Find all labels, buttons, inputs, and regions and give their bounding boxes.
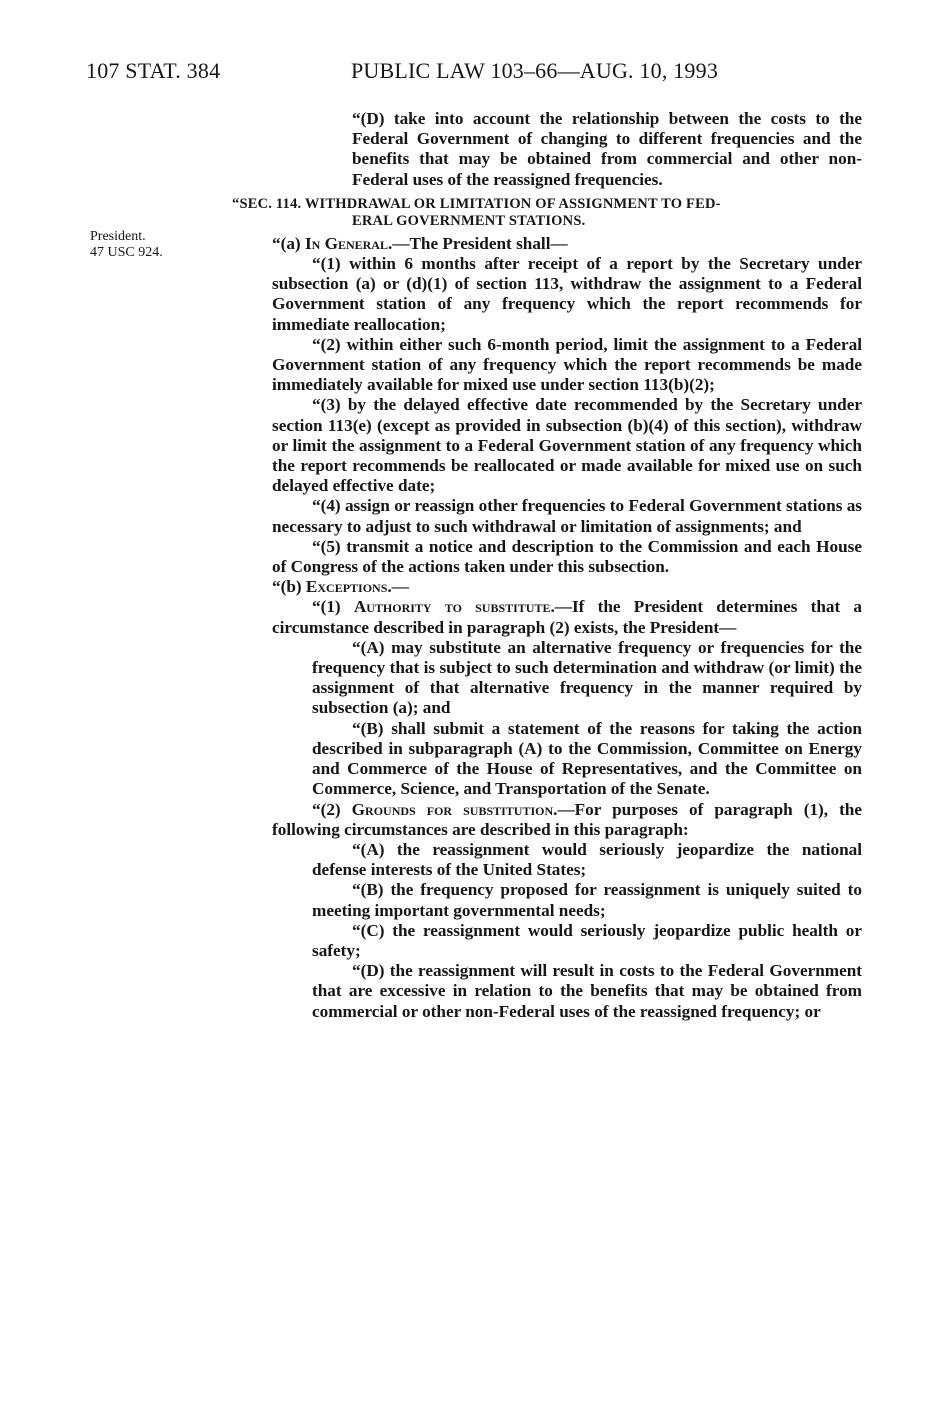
subparagraph-b1B: “(B) shall submit a statement of the reasons for taking the action described in subparagraph (A) to the Commission, Committee on Energy and Commerce of the House of Representatives, and the Committee on Commerce, Science, and Transportation of the Senate. <box>312 718 862 799</box>
paragraph-b1-lead: “(1) <box>312 597 354 617</box>
stat-reference: 107 STAT. 384 <box>86 58 221 83</box>
section-heading <box>232 196 862 230</box>
subparagraph-b2B: “(B) the frequency proposed for reassignment is uniquely suited to meeting important governmental needs; <box>312 880 862 920</box>
paragraph-b2 <box>232 800 862 840</box>
margin-note-president: President. <box>90 229 146 244</box>
paragraph-a4: “(4) assign or reassign other frequencies to Federal Government stations as necessary to adjust to such withdrawal or limitation of assignments; and <box>272 496 862 536</box>
subparagraph-b2D: “(D) the reassignment will result in costs to the Federal Government that are excessive in relation to the benefits that may be obtained from commercial or other non-Federal uses of the reassigned frequency; or <box>312 961 862 1021</box>
paragraph-a5: “(5) transmit a notice and description to the Commission and each House of Congress of the actions taken under this subsection. <box>272 536 862 577</box>
subsection-a <box>232 234 862 254</box>
paragraph-b2-heading: Grounds for substitution <box>351 799 554 819</box>
paragraph-b1-heading: Authority to substitute <box>353 597 551 617</box>
subsection-b-heading: Exceptions <box>305 577 388 597</box>
paragraph-b2-lead: “(2) <box>312 799 352 819</box>
subsection-b-lead: “(b) <box>272 577 306 597</box>
subparagraph-b2A: “(A) the reassignment would seriously jeopardize the national defense interests of the United States; <box>312 839 862 880</box>
paragraph-b1 <box>232 597 862 637</box>
margin-note-usc: 47 USC 924. <box>90 245 163 260</box>
section-heading-line1: “SEC. 114. WITHDRAWAL OR LIMITATION OF ASSIGNMENT TO FED- <box>232 195 721 212</box>
paragraph-a1: “(1) within 6 months after receipt of a report by the Secretary under subsection (a) or (d)(1) of section 113, withdraw the assignment to a Federal Government station of any frequency which the report recommends for immediate reallocation; <box>272 254 862 334</box>
paragraph-d: “(D) take into account the relationship between the costs to the Federal Government of changing to different frequencies and the benefits that may be obtained from commercial and other non-Federal uses of the reassigned frequencies. <box>352 109 862 189</box>
subsection-a-rest: .—The President shall— <box>387 233 568 253</box>
section-heading-line2: ERAL GOVERNMENT STATIONS. <box>352 212 586 229</box>
subparagraph-b1A: “(A) may substitute an alternative frequency or frequencies for the frequency that is subject to such determination and withdraw (or limit) the assignment of that alternative frequency in the manner required by subsection (a); and <box>312 637 862 718</box>
subsection-a-heading: In General <box>304 233 388 253</box>
subsection-b <box>232 577 862 597</box>
paragraph-b2-rest: .—For purposes of paragraph (1), the following circumstances are described in this paragraph: <box>272 799 862 839</box>
subsection-b-rest: .— <box>387 577 409 597</box>
subparagraph-b2C: “(C) the reassignment would seriously jeopardize public health or safety; <box>312 920 862 960</box>
paragraph-a3: “(3) by the delayed effective date recommended by the Secretary under section 113(e) (except as provided in subsection (b)(4) of this section), withdraw or limit the assignment to a Federal Government station of any frequency which the report recommends be reallocated or made available for mixed use on such delayed effective date; <box>272 395 862 496</box>
paragraph-a2: “(2) within either such 6-month period, limit the assignment to a Federal Government station of any frequency which the report recommends be made immediately available for mixed use under section 113(b)(2); <box>272 334 862 395</box>
public-law-header: PUBLIC LAW 103–66—AUG. 10, 1993 <box>351 58 719 83</box>
subsection-a-lead: “(a) <box>272 233 305 253</box>
paragraph-b1-rest: .—If the President determines that a circumstance described in paragraph (2) exists, the President— <box>272 597 863 637</box>
statute-body <box>232 109 862 1022</box>
